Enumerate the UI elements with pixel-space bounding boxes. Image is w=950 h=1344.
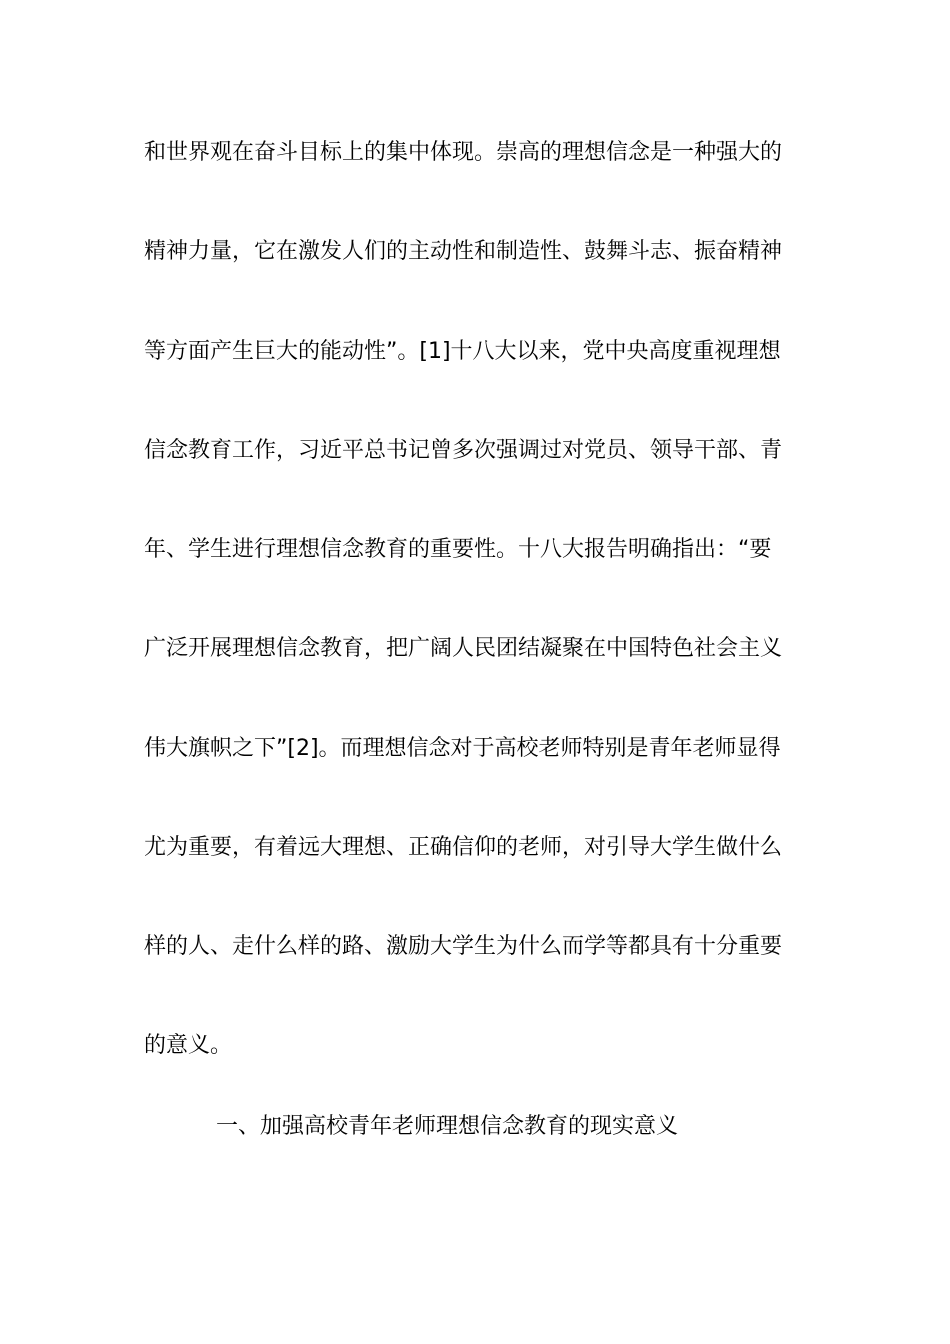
paragraph-line-4: 信念教育工作，习近平总书记曾多次强调过对党员、领导干部、青: [144, 438, 783, 463]
paragraph-line-10: 的意义。: [144, 1033, 233, 1058]
paragraph-line-5: 年、学生进行理想信念教育的重要性。十八大报告明确指出：“要: [144, 537, 772, 562]
paragraph-line-7: 伟大旗帜之下”[2]。而理想信念对于高校老师特别是青年老师显得: [144, 736, 781, 761]
paragraph-line-1: 和世界观在奋斗目标上的集中体现。崇高的理想信念是一种强大的: [144, 140, 783, 165]
paragraph-line-9: 样的人、走什么样的路、激励大学生为什么而学等都具有十分重要: [144, 934, 783, 959]
paragraph-line-2: 精神力量，它在激发人们的主动性和制造性、鼓舞斗志、振奋精神: [144, 239, 783, 264]
paragraph-line-8: 尤为重要，有着远大理想、正确信仰的老师，对引导大学生做什么: [144, 835, 783, 860]
section-heading: 一、加强高校青年老师理想信念教育的现实意义: [216, 1114, 679, 1139]
paragraph-line-6: 广泛开展理想信念教育，把广阔人民团结凝聚在中国特色社会主义: [144, 636, 783, 661]
paragraph-line-3: 等方面产生巨大的能动性”。[1]十八大以来，党中央高度重视理想: [144, 339, 781, 364]
